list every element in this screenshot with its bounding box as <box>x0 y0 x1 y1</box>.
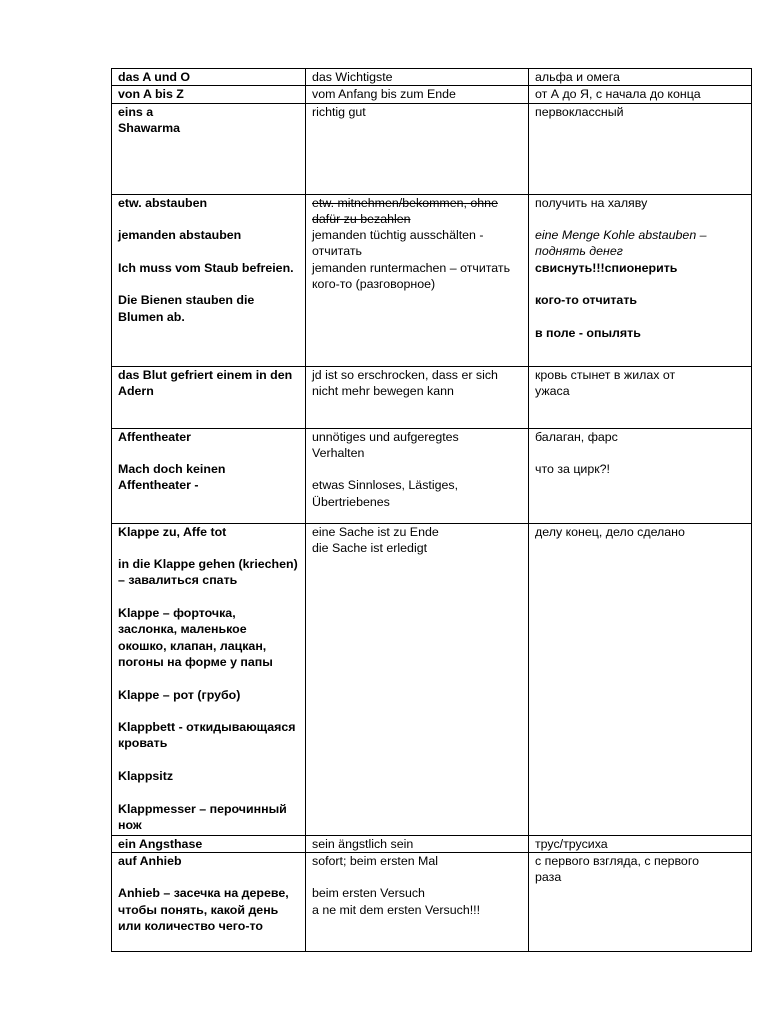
cell-line: unnötiges und aufgeregtes <box>312 429 459 444</box>
cell-line: Klappe – рот (грубо) <box>118 687 241 702</box>
german-explanation-cell <box>306 835 529 852</box>
cell-line: Ich muss vom Staub befreien. <box>118 260 294 275</box>
cell-line: Übertriebenes <box>312 494 390 509</box>
cell-line: окошко, клапан, лацкан, <box>118 638 267 653</box>
cell-line <box>118 243 299 259</box>
cell-line: кого-то отчитать <box>535 293 637 308</box>
cell-line <box>118 752 299 768</box>
cell-line: ужаса <box>535 383 570 398</box>
cell-line <box>535 211 745 227</box>
cell-line <box>118 540 299 556</box>
german-explanation-cell <box>306 103 529 194</box>
russian-translation-cell <box>529 366 752 428</box>
cell-line: Shawarma <box>118 120 180 135</box>
russian-translation-cell <box>529 103 752 194</box>
cell-line: jemanden runtermachen – отчитать <box>312 260 511 275</box>
cell-line: jemanden abstauben <box>118 228 242 243</box>
german-term-cell <box>112 194 306 366</box>
cell-line: richtig gut <box>312 104 366 119</box>
russian-translation-cell <box>529 523 752 835</box>
cell-line <box>118 445 299 461</box>
cell-line: jd ist so erschrocken, dass er sich <box>312 367 498 382</box>
cell-line: eine Menge Kohle abstauben – <box>535 228 707 243</box>
cell-line: чтобы понять, какой день <box>118 902 279 917</box>
cell-line: Affentheater <box>118 429 191 444</box>
cell-line: Affentheater - <box>118 478 199 493</box>
cell-line: auf Anhieb <box>118 853 182 868</box>
cell-line: отчитать <box>312 244 362 259</box>
cell-line: ein Angsthase <box>118 836 203 851</box>
cell-line <box>118 703 299 719</box>
cell-line: заслонка, маленькое <box>118 622 247 637</box>
cell-line: с первого взгляда, с первого <box>535 853 699 868</box>
cell-line: Blumen ab. <box>118 309 185 324</box>
german-term-cell <box>112 428 306 523</box>
cell-line <box>535 445 745 461</box>
cell-line: nicht mehr bewegen kann <box>312 383 454 398</box>
cell-line: etw. abstauben <box>118 195 208 210</box>
cell-line: das Wichtigste <box>312 70 393 84</box>
russian-translation-cell <box>529 69 752 86</box>
cell-line: в поле - опылять <box>535 325 641 340</box>
german-explanation-cell <box>306 428 529 523</box>
german-term-cell <box>112 366 306 428</box>
cell-line: от А до Я, с начала до конца <box>535 87 701 102</box>
cell-line: что за цирк?! <box>535 462 611 477</box>
cell-line: Klappe zu, Affe tot <box>118 524 227 539</box>
cell-line <box>118 276 299 292</box>
german-explanation-cell <box>306 86 529 103</box>
cell-line: eins a <box>118 104 154 119</box>
cell-line <box>535 309 745 325</box>
cell-line <box>312 461 522 477</box>
russian-translation-cell <box>529 428 752 523</box>
german-term-cell <box>112 86 306 103</box>
vocabulary-table <box>111 68 752 952</box>
cell-line: альфа и омега <box>535 70 620 84</box>
cell-line: dafür zu bezahlen <box>312 211 411 226</box>
german-explanation-cell <box>306 69 529 86</box>
cell-line: первоклассный <box>535 104 624 119</box>
cell-line: das Blut gefriert einem in den <box>118 367 293 382</box>
table-row <box>112 523 752 835</box>
table-row <box>112 194 752 366</box>
cell-line: балаган, фарс <box>535 429 618 444</box>
cell-line: получить на халяву <box>535 195 648 210</box>
table-row <box>112 86 752 103</box>
cell-line: Verhalten <box>312 445 365 460</box>
cell-line: etwas Sinnloses, Lästiges, <box>312 478 459 493</box>
table-row <box>112 835 752 852</box>
german-term-cell <box>112 103 306 194</box>
cell-line: vom Anfang bis zum Ende <box>312 87 456 102</box>
cell-line: Adern <box>118 383 154 398</box>
cell-line <box>118 589 299 605</box>
cell-line: раза <box>535 870 562 885</box>
german-explanation-cell <box>306 366 529 428</box>
german-term-cell <box>112 523 306 835</box>
cell-line: Mach doch keinen <box>118 462 226 477</box>
cell-line: Die Bienen stauben die <box>118 293 255 308</box>
german-term-cell <box>112 69 306 86</box>
russian-translation-cell <box>529 835 752 852</box>
german-term-cell <box>112 852 306 951</box>
cell-line: a ne mit dem ersten Versuch!!! <box>312 902 481 917</box>
cell-line: свиснуть!!!спионерить <box>535 260 678 275</box>
german-explanation-cell <box>306 523 529 835</box>
cell-line: нож <box>118 817 142 832</box>
russian-translation-cell <box>529 852 752 951</box>
cell-line <box>118 869 299 885</box>
cell-line: Klappmesser – перочинный <box>118 801 287 816</box>
cell-line: кровь стынет в жилах от <box>535 367 676 382</box>
cell-line: – завалиться спать <box>118 573 238 588</box>
table-row <box>112 103 752 194</box>
russian-translation-cell <box>529 194 752 366</box>
cell-line <box>535 276 745 292</box>
cell-line: beim ersten Versuch <box>312 886 425 901</box>
cell-line: Klappe – форточка, <box>118 606 236 621</box>
cell-line <box>312 869 522 885</box>
cell-line: in die Klappe gehen (kriechen) <box>118 557 298 572</box>
cell-line: das A und O <box>118 70 191 84</box>
cell-line: Klappsitz <box>118 769 174 784</box>
german-explanation-cell <box>306 852 529 951</box>
german-term-cell <box>112 835 306 852</box>
cell-line: sein ängstlich sein <box>312 836 414 851</box>
cell-line: погоны на форме у папы <box>118 654 273 669</box>
table-row <box>112 366 752 428</box>
cell-line: sofort; beim ersten Mal <box>312 853 439 868</box>
table-row <box>112 852 752 951</box>
table-row <box>112 428 752 523</box>
cell-line: поднять денег <box>535 244 623 259</box>
german-explanation-cell <box>306 194 529 366</box>
cell-line: die Sache ist erledigt <box>312 540 428 555</box>
cell-line: делу конец, дело сделано <box>535 524 685 539</box>
cell-line: или количество чего-то <box>118 919 263 934</box>
cell-line <box>118 784 299 800</box>
russian-translation-cell <box>529 86 752 103</box>
cell-line: Anhieb – засечка на дереве, <box>118 886 289 901</box>
cell-line: трус/трусиха <box>535 836 608 851</box>
cell-line: кровать <box>118 736 168 751</box>
cell-line: кого-то (разговорное) <box>312 277 436 292</box>
cell-line <box>118 211 299 227</box>
table-row <box>112 69 752 86</box>
cell-line: eine Sache ist zu Ende <box>312 524 439 539</box>
cell-line: jemanden tüchtig ausschälten - <box>312 228 484 243</box>
cell-line <box>118 670 299 686</box>
cell-line: von A bis Z <box>118 87 184 102</box>
cell-line: Klappbett - откидывающаяся <box>118 720 296 735</box>
cell-line: etw. mitnehmen/bekommen, ohne <box>312 195 498 210</box>
